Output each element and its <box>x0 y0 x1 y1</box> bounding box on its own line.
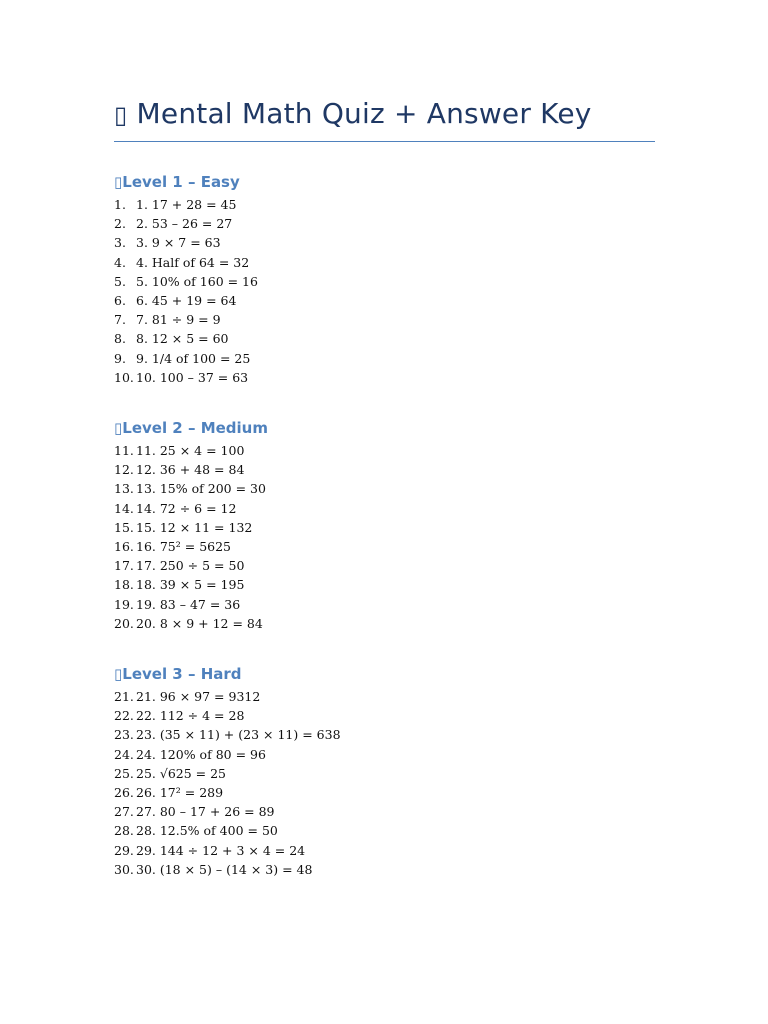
list-item-text: 21. 96 × 97 = 9312 <box>136 689 261 705</box>
quiz-section-level-1 <box>114 172 655 387</box>
list-item-number: 23. <box>114 727 134 743</box>
list-item <box>114 764 655 783</box>
list-item-number: 12. <box>114 462 134 478</box>
list-item <box>114 479 655 498</box>
list-item <box>114 537 655 556</box>
list-item <box>114 595 655 614</box>
list-item-text: 11. 25 × 4 = 100 <box>136 443 245 459</box>
list-item-text: 7. 81 ÷ 9 = 9 <box>136 312 221 328</box>
page-title-text: Mental Math Quiz + Answer Key <box>136 97 592 130</box>
section-heading <box>114 418 655 438</box>
list-item-number: 13. <box>114 481 134 497</box>
list-item-text: 25. √625 = 25 <box>136 765 227 781</box>
list-item <box>114 725 655 744</box>
list-item-number: 5. <box>114 273 126 289</box>
question-list <box>114 687 655 879</box>
question-list <box>114 195 655 387</box>
list-item-text: 26. 17² = 289 <box>136 785 224 801</box>
list-item-number: 20. <box>114 615 134 631</box>
list-item <box>114 614 655 633</box>
list-item-number: 8. <box>114 331 126 347</box>
list-item-number: 6. <box>114 293 126 309</box>
list-item-number: 1. <box>114 197 126 212</box>
quiz-section-level-3 <box>114 664 655 879</box>
list-item-text: 19. 83 – 47 = 36 <box>136 596 241 612</box>
list-item <box>114 272 655 291</box>
list-item-text: 2. 53 – 26 = 27 <box>136 216 233 232</box>
list-item-number: 22. <box>114 708 134 724</box>
list-item-text: 1. 17 + 28 = 45 <box>136 197 237 212</box>
list-item-text: 23. (35 × 11) + (23 × 11) = 638 <box>136 727 341 743</box>
list-item-text: 27. 80 – 17 + 26 = 89 <box>136 804 275 820</box>
section-heading-text: Level 1 – Easy <box>122 173 240 191</box>
section-heading-text: Level 2 – Medium <box>122 419 268 438</box>
list-item-number: 24. <box>114 746 134 762</box>
list-item <box>114 802 655 821</box>
list-item <box>114 291 655 310</box>
missing-glyph-icon: ▯ <box>114 419 123 438</box>
list-item <box>114 518 655 537</box>
list-item-number: 25. <box>114 765 134 781</box>
list-item <box>114 310 655 329</box>
question-list <box>114 441 655 633</box>
list-item-number: 17. <box>114 558 134 574</box>
list-item-number: 10. <box>114 369 134 385</box>
list-item <box>114 783 655 802</box>
list-item-text: 12. 36 + 48 = 84 <box>136 462 245 478</box>
list-item <box>114 575 655 594</box>
list-item <box>114 821 655 840</box>
list-item <box>114 841 655 860</box>
section-heading <box>114 172 655 192</box>
list-item-text: 28. 12.5% of 400 = 50 <box>136 823 278 839</box>
list-item-number: 29. <box>114 842 134 858</box>
missing-glyph-icon: ▯ <box>114 101 128 129</box>
list-item <box>114 368 655 387</box>
page-title <box>114 96 655 142</box>
list-item-text: 13. 15% of 200 = 30 <box>136 481 266 497</box>
document-page <box>114 96 655 879</box>
list-item-text: 16. 75² = 5625 <box>136 539 232 555</box>
list-item-number: 18. <box>114 577 134 593</box>
list-item-text: 24. 120% of 80 = 96 <box>136 746 266 762</box>
list-item-text: 20. 8 × 9 + 12 = 84 <box>136 615 263 631</box>
list-item <box>114 253 655 272</box>
list-item-text: 6. 45 + 19 = 64 <box>136 293 237 309</box>
list-item-text: 5. 10% of 160 = 16 <box>136 273 258 289</box>
missing-glyph-icon: ▯ <box>114 665 123 684</box>
list-item-text: 15. 12 × 11 = 132 <box>136 519 253 535</box>
list-item <box>114 556 655 575</box>
list-item-number: 3. <box>114 235 126 251</box>
list-item <box>114 460 655 479</box>
quiz-section-level-2 <box>114 418 655 633</box>
list-item-number: 2. <box>114 216 126 232</box>
list-item-number: 7. <box>114 312 126 328</box>
list-item-text: 4. Half of 64 = 32 <box>136 254 250 270</box>
missing-glyph-icon: ▯ <box>114 173 123 191</box>
list-item-number: 28. <box>114 823 134 839</box>
list-item-text: 3. 9 × 7 = 63 <box>136 235 221 251</box>
list-item <box>114 349 655 368</box>
list-item <box>114 441 655 460</box>
list-item-number: 11. <box>114 443 134 459</box>
list-item <box>114 329 655 348</box>
list-item <box>114 214 655 233</box>
list-item <box>114 195 655 214</box>
list-item <box>114 687 655 706</box>
list-item-number: 14. <box>114 500 134 516</box>
list-item-text: 8. 12 × 5 = 60 <box>136 331 229 347</box>
list-item-text: 9. 1/4 of 100 = 25 <box>136 350 251 366</box>
list-item-text: 29. 144 ÷ 12 + 3 × 4 = 24 <box>136 842 306 858</box>
list-item <box>114 745 655 764</box>
list-item-text: 14. 72 ÷ 6 = 12 <box>136 500 237 516</box>
list-item-number: 9. <box>114 350 126 366</box>
list-item-text: 18. 39 × 5 = 195 <box>136 577 245 593</box>
list-item-text: 22. 112 ÷ 4 = 28 <box>136 708 245 724</box>
list-item-number: 27. <box>114 804 134 820</box>
section-heading-text: Level 3 – Hard <box>122 665 242 684</box>
list-item-number: 4. <box>114 254 126 270</box>
list-item-number: 16. <box>114 539 134 555</box>
list-item-number: 19. <box>114 596 134 612</box>
list-item <box>114 499 655 518</box>
list-item <box>114 706 655 725</box>
list-item-number: 30. <box>114 861 134 877</box>
section-heading <box>114 664 655 684</box>
list-item <box>114 233 655 252</box>
list-item-text: 10. 100 – 37 = 63 <box>136 369 249 385</box>
list-item <box>114 860 655 879</box>
quiz-sections <box>114 172 655 879</box>
list-item-text: 30. (18 × 5) – (14 × 3) = 48 <box>136 861 313 877</box>
list-item-number: 21. <box>114 689 134 705</box>
list-item-text: 17. 250 ÷ 5 = 50 <box>136 558 245 574</box>
list-item-number: 26. <box>114 785 134 801</box>
list-item-number: 15. <box>114 519 134 535</box>
